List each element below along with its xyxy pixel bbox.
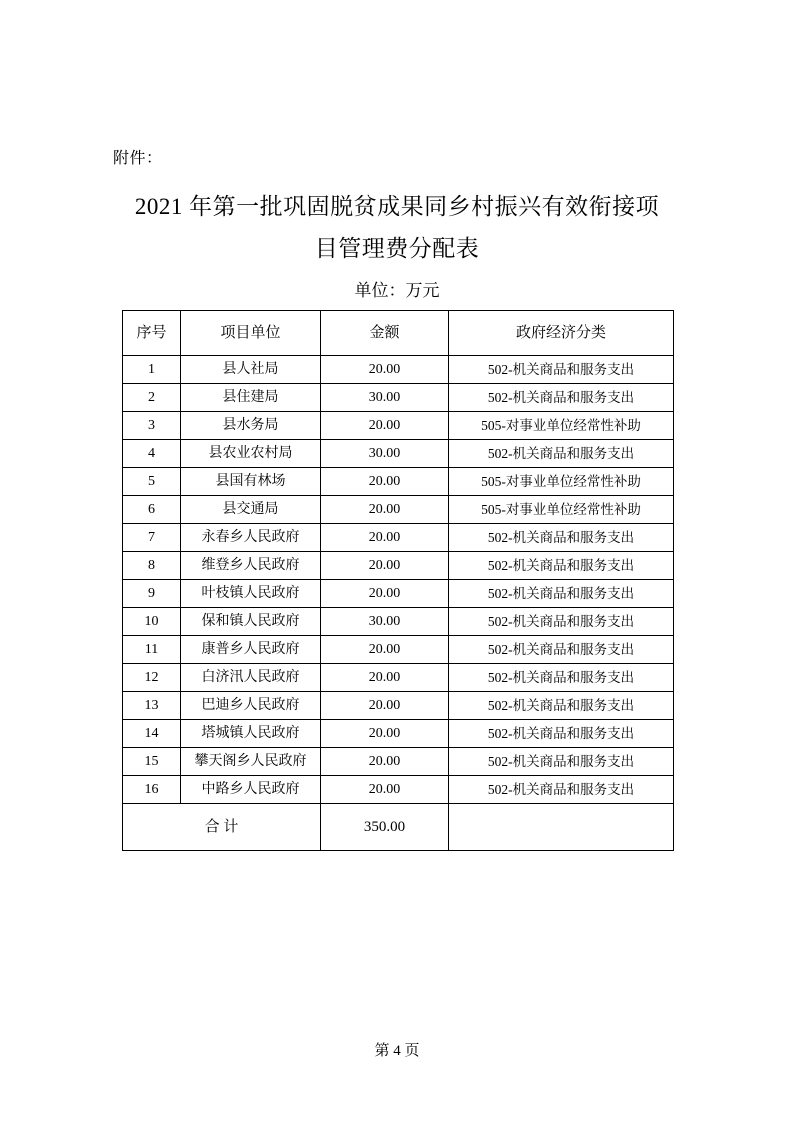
table-header (123, 311, 674, 356)
table-row (123, 776, 674, 804)
cell-amount: 20.00 (321, 636, 449, 664)
table-row (123, 412, 674, 440)
cell-class: 502-机关商品和服务支出 (449, 776, 674, 804)
cell-no: 13 (123, 692, 181, 720)
cell-unit: 康普乡人民政府 (181, 636, 321, 664)
cell-class: 502-机关商品和服务支出 (449, 664, 674, 692)
table-row (123, 356, 674, 384)
cell-unit: 巴迪乡人民政府 (181, 692, 321, 720)
column-header-no: 序号 (123, 311, 181, 356)
column-header-unit: 项目单位 (181, 311, 321, 356)
cell-amount: 20.00 (321, 524, 449, 552)
cell-unit: 县国有林场 (181, 468, 321, 496)
cell-class: 502-机关商品和服务支出 (449, 636, 674, 664)
allocation-table (122, 310, 674, 851)
cell-amount: 20.00 (321, 692, 449, 720)
column-header-amount: 金额 (321, 311, 449, 356)
cell-no: 10 (123, 608, 181, 636)
cell-class: 502-机关商品和服务支出 (449, 440, 674, 468)
table-row (123, 608, 674, 636)
table-row (123, 552, 674, 580)
cell-amount: 20.00 (321, 412, 449, 440)
total-label: 合 计 (123, 804, 321, 851)
cell-no: 2 (123, 384, 181, 412)
total-amount: 350.00 (321, 804, 449, 851)
table-header-row (123, 311, 674, 356)
cell-amount: 20.00 (321, 356, 449, 384)
cell-amount: 30.00 (321, 608, 449, 636)
cell-no: 9 (123, 580, 181, 608)
cell-no: 11 (123, 636, 181, 664)
table-body (123, 356, 674, 804)
cell-no: 14 (123, 720, 181, 748)
cell-no: 3 (123, 412, 181, 440)
cell-amount: 20.00 (321, 664, 449, 692)
cell-unit: 白济汛人民政府 (181, 664, 321, 692)
cell-unit: 保和镇人民政府 (181, 608, 321, 636)
cell-amount: 30.00 (321, 384, 449, 412)
cell-amount: 30.00 (321, 440, 449, 468)
cell-no: 6 (123, 496, 181, 524)
cell-no: 16 (123, 776, 181, 804)
cell-class: 502-机关商品和服务支出 (449, 524, 674, 552)
cell-amount: 20.00 (321, 776, 449, 804)
cell-no: 8 (123, 552, 181, 580)
table-row (123, 440, 674, 468)
cell-unit: 县住建局 (181, 384, 321, 412)
cell-no: 1 (123, 356, 181, 384)
table-row (123, 636, 674, 664)
cell-unit: 县农业农村局 (181, 440, 321, 468)
cell-no: 15 (123, 748, 181, 776)
attachment-label: 附件： (113, 150, 163, 167)
table-row (123, 496, 674, 524)
cell-no: 12 (123, 664, 181, 692)
cell-class: 502-机关商品和服务支出 (449, 580, 674, 608)
page-number: 第 4 页 (374, 1043, 420, 1059)
cell-class: 502-机关商品和服务支出 (449, 552, 674, 580)
cell-unit: 县人社局 (181, 356, 321, 384)
table-row (123, 468, 674, 496)
cell-no: 7 (123, 524, 181, 552)
cell-amount: 20.00 (321, 496, 449, 524)
table-footer (123, 804, 674, 851)
cell-class: 505-对事业单位经常性补助 (449, 468, 674, 496)
table-row (123, 748, 674, 776)
cell-unit: 县水务局 (181, 412, 321, 440)
cell-unit: 叶枝镇人民政府 (181, 580, 321, 608)
cell-no: 4 (123, 440, 181, 468)
cell-class: 505-对事业单位经常性补助 (449, 412, 674, 440)
cell-amount: 20.00 (321, 748, 449, 776)
cell-amount: 20.00 (321, 552, 449, 580)
cell-unit: 县交通局 (181, 496, 321, 524)
page-title (113, 186, 681, 270)
column-header-class: 政府经济分类 (449, 311, 674, 356)
table-row (123, 720, 674, 748)
cell-amount: 20.00 (321, 468, 449, 496)
cell-amount: 20.00 (321, 580, 449, 608)
cell-unit: 攀天阁乡人民政府 (181, 748, 321, 776)
cell-class: 502-机关商品和服务支出 (449, 356, 674, 384)
cell-class: 502-机关商品和服务支出 (449, 608, 674, 636)
cell-class: 502-机关商品和服务支出 (449, 748, 674, 776)
unit-note: 单位：万元 (354, 281, 440, 300)
cell-amount: 20.00 (321, 720, 449, 748)
cell-class: 505-对事业单位经常性补助 (449, 496, 674, 524)
cell-class: 502-机关商品和服务支出 (449, 720, 674, 748)
cell-class: 502-机关商品和服务支出 (449, 692, 674, 720)
table-row (123, 524, 674, 552)
table-row (123, 580, 674, 608)
total-row (123, 804, 674, 851)
table-row (123, 692, 674, 720)
cell-unit: 中路乡人民政府 (181, 776, 321, 804)
page-title-line-2: 目管理费分配表 (314, 236, 480, 261)
cell-unit: 维登乡人民政府 (181, 552, 321, 580)
cell-unit: 永春乡人民政府 (181, 524, 321, 552)
table-row (123, 384, 674, 412)
cell-unit: 塔城镇人民政府 (181, 720, 321, 748)
table-row (123, 664, 674, 692)
cell-class: 502-机关商品和服务支出 (449, 384, 674, 412)
total-class (449, 804, 674, 851)
page-title-line-1: 2021 年第一批巩固脱贫成果同乡村振兴有效衔接项 (134, 194, 660, 219)
cell-no: 5 (123, 468, 181, 496)
